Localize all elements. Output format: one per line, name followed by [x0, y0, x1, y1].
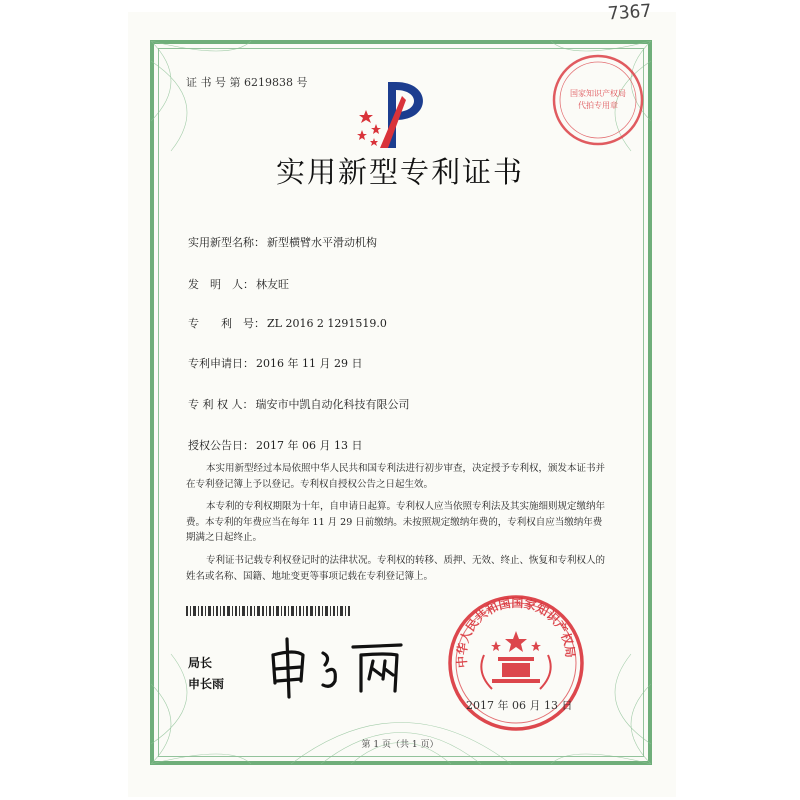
body-paragraph: 本实用新型经过本局依照中华人民共和国专利法进行初步审查，决定授予专利权，颁发本证书并在专利登记簿上予以登记。专利权自授权公告之日起生效。	[186, 463, 606, 490]
svg-text:代拍专用章: 代拍专用章	[578, 101, 618, 110]
field-value: ZL 2016 2 1291519.0	[267, 317, 387, 330]
barcode	[186, 606, 351, 616]
body-paragraph: 专利证书记载专利权登记时的法律状况。专利权的转移、质押、无效、终止、恢复和专利权人的姓名或名称、国籍、地址变更等事项记载在专利登记簿上。	[186, 555, 606, 582]
signatory-title: 局长	[188, 656, 213, 670]
field-label: 实用新型名称：	[188, 236, 265, 249]
field-value: 新型横臂水平滑动机构	[267, 236, 377, 249]
patent-office-logo	[350, 76, 440, 154]
small-red-stamp	[550, 52, 646, 148]
body-paragraph: 本专利的专利权期限为十年，自申请日起算。专利权人应当依照专利法及其实施细则规定缴纳年费。本专利的年费应当在每年 11 月 29 日前缴纳。未按照规定缴纳年费的，专利权自应当缴纳年费期满之日起终止。	[186, 501, 606, 543]
field-value: 2017 年 06 月 13 日	[256, 439, 363, 452]
certificate-number: 证 书 号 第 6219838 号	[186, 76, 308, 89]
seal-text: 中华人民共和国国家知识产权局	[454, 595, 578, 669]
field-value: 2016 年 11 月 29 日	[256, 357, 363, 370]
field-label: 专 利 号：	[188, 317, 265, 330]
page-number: 第 1 页（共 1 页）	[361, 740, 439, 750]
field-patent-number	[188, 315, 387, 331]
field-value: 瑞安市中凯自动化科技有限公司	[255, 398, 410, 411]
field-label: 专 利 权 人：	[188, 398, 254, 411]
field-label: 发 明 人：	[188, 278, 254, 291]
field-grant-date	[188, 437, 362, 453]
svg-text:国家知识产权局: 国家知识产权局	[570, 89, 626, 98]
handwritten-signature	[265, 625, 415, 700]
field-application-date	[188, 355, 362, 371]
field-utility-model-name	[188, 234, 377, 250]
seal-date: 2017 年 06 月 13 日	[466, 699, 573, 712]
field-patentee	[188, 396, 410, 412]
field-value: 林友旺	[256, 278, 289, 291]
certificate-title: 实用新型专利证书	[275, 155, 524, 189]
field-label: 专利申请日：	[188, 357, 254, 370]
signatory-name: 申长雨	[188, 677, 225, 691]
field-inventor	[188, 276, 289, 292]
handwritten-number: 7367	[607, 0, 653, 25]
field-label: 授权公告日：	[188, 439, 254, 452]
